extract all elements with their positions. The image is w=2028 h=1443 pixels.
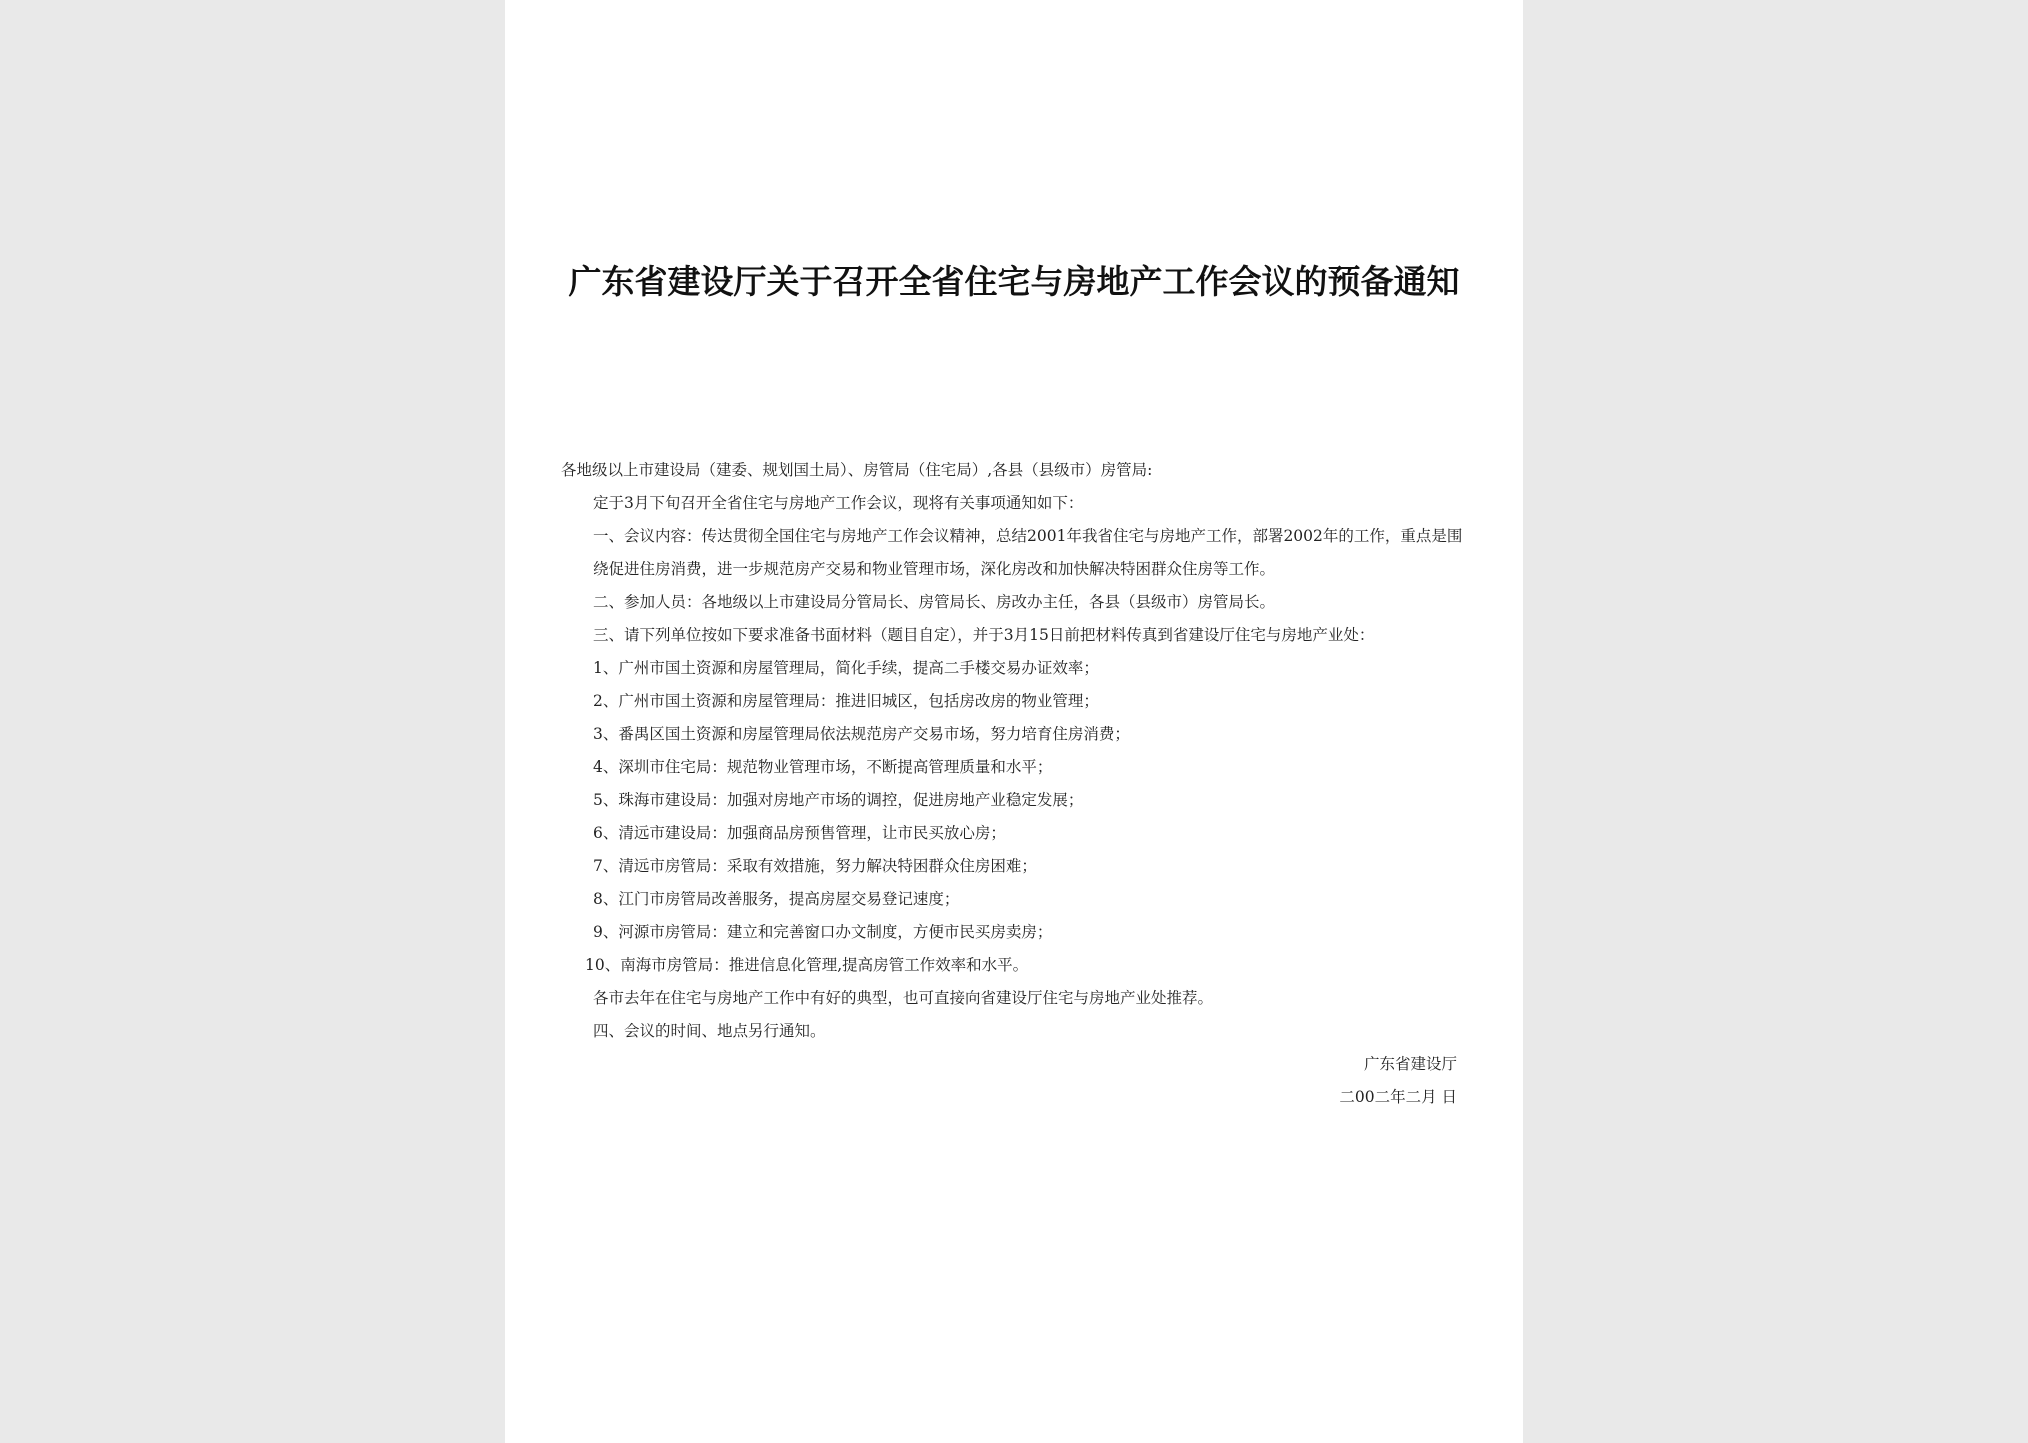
recommendation-note: 各市去年在住宅与房地产工作中有好的典型，也可直接向省建设厅住宅与房地产业处推荐。 — [593, 989, 1214, 1007]
list-item: 10、南海市房管局：推进信息化管理,提高房管工作效率和水平。 — [585, 956, 1029, 974]
list-item: 9、河源市房管局：建立和完善窗口办文制度，方便市民买房卖房； — [593, 923, 1053, 941]
section-1-meeting-content: 一、会议内容：传达贯彻全国住宅与房地产工作会议精神，总结2001年我省住宅与房地产工作，部署2002年的工作，重点是围绕促进住房消费，进一步规范房产交易和物业管理市场，深化房改和加快解决特困群众住房等工作。 — [593, 527, 1463, 578]
list-item: 2、广州市国土资源和房屋管理局：推进旧城区，包括房改房的物业管理； — [593, 692, 1099, 710]
intro-paragraph: 定于3月下旬召开全省住宅与房地产工作会议，现将有关事项通知如下： — [593, 494, 1084, 512]
document-body — [561, 454, 1471, 1114]
section-3-materials: 三、请下列单位按如下要求准备书面材料（题目自定），并于3月15日前把材料传真到省建设厅住宅与房地产业处： — [593, 626, 1375, 644]
list-item: 8、江门市房管局改善服务，提高房屋交易登记速度； — [593, 890, 960, 908]
list-item: 6、清远市建设局：加强商品房预售管理，让市民买放心房； — [593, 824, 1006, 842]
list-item: 1、广州市国土资源和房屋管理局，简化手续，提高二手楼交易办证效率； — [593, 659, 1099, 677]
date: 二00二年二月 日 — [1339, 1088, 1457, 1106]
section-2-participants: 二、参加人员：各地级以上市建设局分管局长、房管局长、房改办主任，各县（县级市）房管局长。 — [593, 593, 1276, 611]
salutation: 各地级以上市建设局（建委、规划国土局）、房管局（住宅局）,各县（县级市）房管局: — [561, 461, 1153, 479]
list-item: 4、深圳市住宅局：规范物业管理市场，不断提高管理质量和水平； — [593, 758, 1053, 776]
list-item: 7、清远市房管局：采取有效措施，努力解决特困群众住房困难； — [593, 857, 1037, 875]
section-4-time-place: 四、会议的时间、地点另行通知。 — [593, 1022, 826, 1040]
list-item: 5、珠海市建设局：加强对房地产市场的调控，促进房地产业稳定发展； — [593, 791, 1084, 809]
list-item: 3、番禺区国土资源和房屋管理局依法规范房产交易市场，努力培育住房消费； — [593, 725, 1130, 743]
document-page — [505, 0, 1523, 1443]
signature: 广东省建设厅 — [1363, 1055, 1457, 1073]
document-title: 广东省建设厅关于召开全省住宅与房地产工作会议的预备通知 — [568, 262, 1460, 301]
